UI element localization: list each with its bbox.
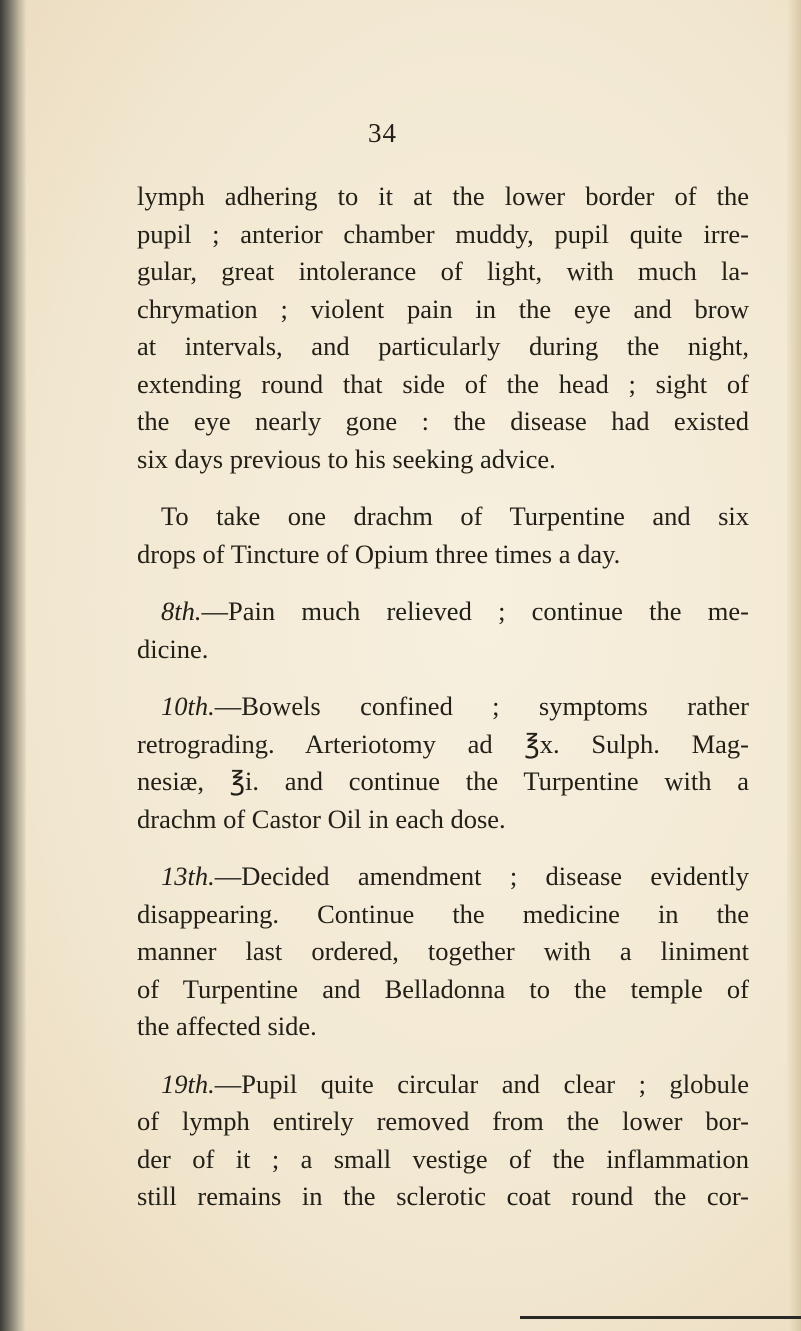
paragraph-entry-13th [137, 858, 749, 1046]
entry-date: 10th. [161, 691, 215, 721]
text-line: disappearing. Continue the medicine in the [137, 898, 749, 929]
text-line: still remains in the sclerotic coat round the cor- [137, 1181, 749, 1211]
text-line: drachm of Castor Oil in each dose. [137, 803, 506, 834]
entry-date: 8th. [161, 596, 202, 626]
page-number: 34 [368, 118, 397, 148]
bottom-rule [520, 1316, 801, 1319]
entry-date: 13th. [161, 861, 215, 891]
text-line: chrymation ; violent pain in the eye and brow [137, 293, 749, 324]
entry-text: —Pain much relieved ; continue the me- [201, 596, 749, 626]
entry-text: —Pupil quite circular and clear ; globule [214, 1068, 749, 1099]
text-line [161, 858, 749, 896]
text-line: extending round that side of the head ; sight of [137, 368, 749, 399]
text-line [161, 688, 749, 726]
text-line: the eye nearly gone : the disease had existed [137, 406, 749, 436]
paragraph-entry-8th [137, 593, 749, 668]
text-line: the affected side. [137, 1011, 317, 1041]
book-binding-edge [0, 0, 26, 1331]
text-line: six days previous to his seeking advice. [137, 443, 556, 474]
text-line: nesiæ, ℥i. and continue the Turpentine with a [137, 766, 749, 796]
text-line: drops of Tincture of Opium three times a day. [137, 538, 621, 569]
text-line: gular, great intolerance of light, with much la- [137, 256, 749, 286]
entry-text: —Bowels confined ; symptoms rather [214, 691, 749, 721]
text-line [161, 1066, 749, 1104]
entry-date: 19th. [161, 1068, 215, 1099]
paragraph-entry-10th [137, 688, 749, 838]
text-line: pupil ; anterior chamber muddy, pupil quite irre- [137, 218, 749, 249]
paragraph-prescription [137, 498, 749, 573]
text-line [161, 593, 749, 631]
text-line: of lymph entirely removed from the lower bor- [137, 1106, 749, 1136]
page-right-edge [787, 0, 801, 1331]
text-line: dicine. [137, 633, 209, 664]
entry-text: —Decided amendment ; disease evidently [214, 861, 749, 891]
paragraph-entry-19th [137, 1066, 749, 1216]
text-line: lymph adhering to it at the lower border of the [137, 181, 749, 211]
text-line: manner last ordered, together with a liniment [137, 936, 749, 966]
text-line: To take one drachm of Turpentine and six [161, 501, 749, 531]
paragraph-case-description [137, 178, 749, 478]
text-line: at intervals, and particularly during the night, [137, 331, 749, 361]
text-line: der of it ; a small vestige of the inflammation [137, 1143, 749, 1174]
text-line: of Turpentine and Belladonna to the temple of [137, 973, 749, 1004]
body-text [137, 178, 749, 1216]
text-line: retrograding. Arteriotomy ad ℥x. Sulph. Mag- [137, 728, 749, 759]
